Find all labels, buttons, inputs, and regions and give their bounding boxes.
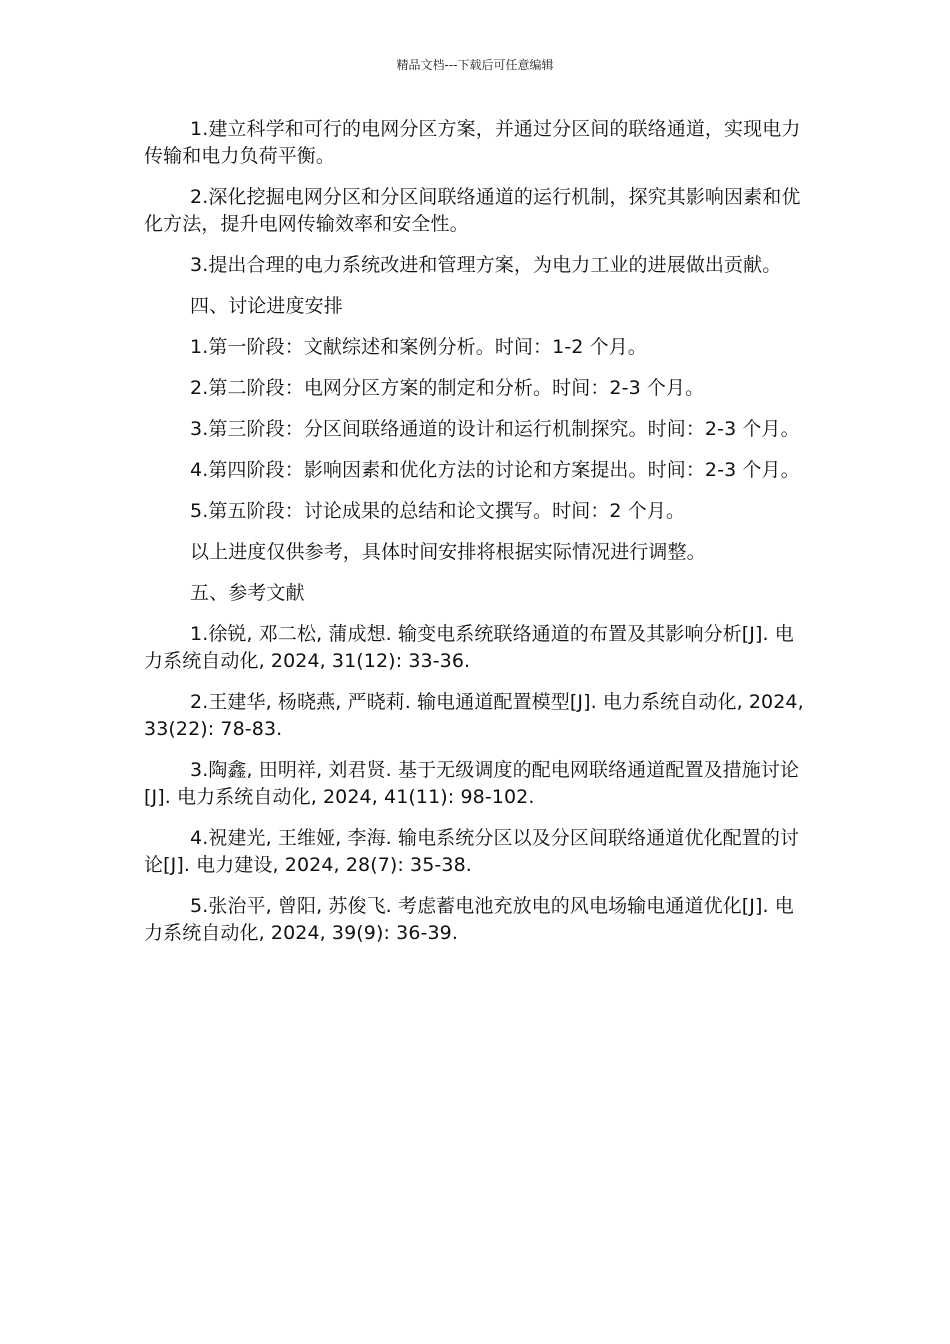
goal-item-2: 2.深化挖掘电网分区和分区间联络通道的运行机制，探究其影响因素和优化方法，提升电网传输效率和安全性。 [144, 186, 801, 235]
schedule-item-1: 1.第一阶段：文献综述和案例分析。时间：1-2 个月。 [190, 336, 647, 358]
goal-item-1: 1.建立科学和可行的电网分区方案，并通过分区间的联络通道，实现电力传输和电力负荷平衡。 [144, 118, 801, 167]
schedule-item-4: 4.第四阶段：影响因素和优化方法的讨论和方案提出。时间：2-3 个月。 [190, 459, 800, 481]
reference-item-1: 1.徐锐, 邓二松, 蒲成想. 输变电系统联络通道的布置及其影响分析[J]. 电力系统自动化, 2024, 31(12): 33-36. [144, 623, 794, 672]
schedule-item-5: 5.第五阶段：讨论成果的总结和论文撰写。时间：2 个月。 [190, 500, 686, 522]
schedule-item-3: 3.第三阶段：分区间联络通道的设计和运行机制探究。时间：2-3 个月。 [190, 418, 800, 440]
reference-item-2: 2.王建华, 杨晓燕, 严晓莉. 输电通道配置模型[J]. 电力系统自动化, 2024, 33(22): 78-83. [144, 691, 804, 740]
document-body [144, 116, 812, 961]
schedule-item-2: 2.第二阶段：电网分区方案的制定和分析。时间：2-3 个月。 [190, 377, 705, 399]
schedule-note: 以上进度仅供参考，具体时间安排将根据实际情况进行调整。 [190, 541, 706, 563]
reference-item-3: 3.陶鑫, 田明祥, 刘君贤. 基于无级调度的配电网联络通道配置及措施讨论[J]. 电力系统自动化, 2024, 41(11): 98-102. [144, 759, 800, 808]
references-heading: 五、参考文献 [190, 582, 305, 604]
reference-item-4: 4.祝建光, 王维娅, 李海. 输电系统分区以及分区间联络通道优化配置的讨论[J]. 电力建设, 2024, 28(7): 35-38. [144, 827, 800, 876]
schedule-heading: 四、讨论进度安排 [190, 295, 343, 317]
reference-item-5: 5.张治平, 曾阳, 苏俊飞. 考虑蓄电池充放电的风电场输电通道优化[J]. 电力系统自动化, 2024, 39(9): 36-39. [144, 895, 794, 944]
goal-item-3: 3.提出合理的电力系统改进和管理方案，为电力工业的进展做出贡献。 [190, 254, 782, 276]
page-header: 精品文档---下载后可任意编辑 [396, 58, 554, 72]
